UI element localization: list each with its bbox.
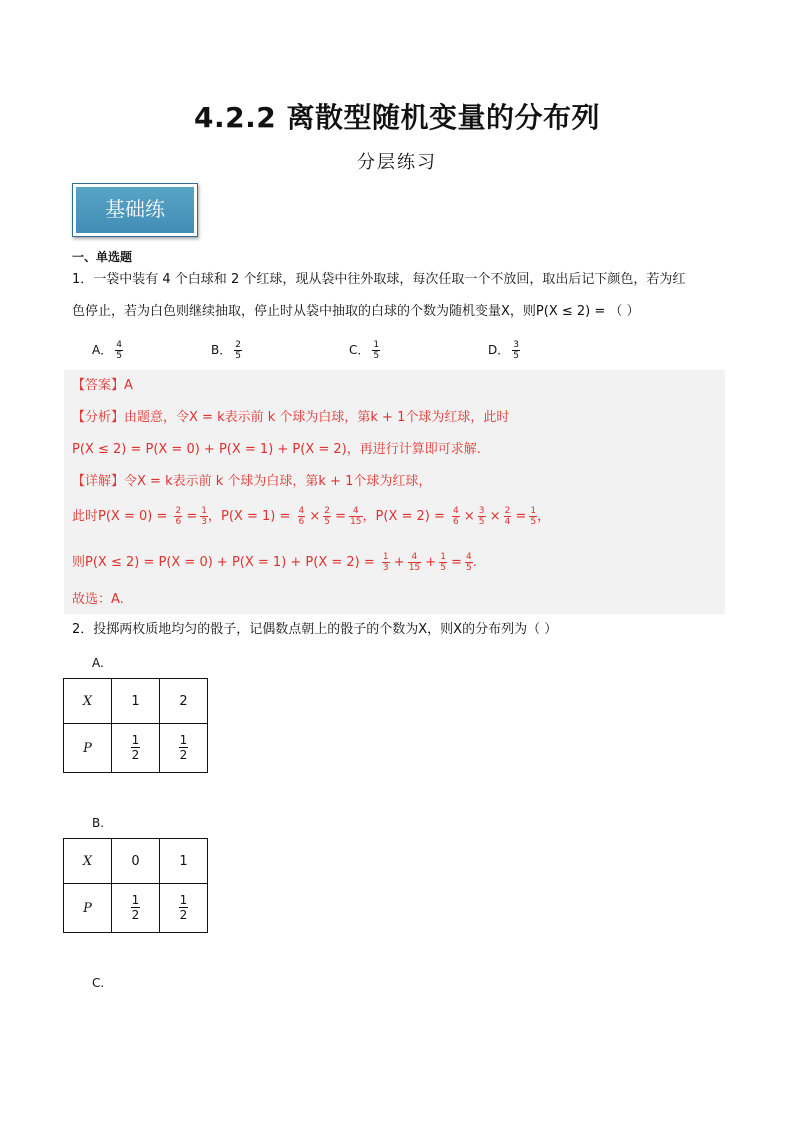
page-subtitle: 分层练习 xyxy=(357,152,437,173)
section-heading: 一、单选题 xyxy=(72,250,133,264)
table-cell: $\frac{1}{2}$ xyxy=(112,884,160,933)
table-header-p: P xyxy=(64,724,112,773)
q2-option-a-label[interactable]: A. xyxy=(92,656,104,670)
level-badge: 基础练 xyxy=(72,183,198,237)
page-title: 4.2.2 离散型随机变量的分布列 xyxy=(194,101,600,134)
table-cell: $\frac{1}{2}$ xyxy=(112,724,160,773)
analysis-line-2: P(X ≤ 2) = P(X = 0) + P(X = 1) + P(X = 2)，再进行计算即可求解. xyxy=(72,442,481,457)
question-1-line-1: 1．一袋中装有 4 个白球和 2 个红球，现从袋中往外取球，每次任取一个不放回，取出后记下颜色，若为红 xyxy=(72,272,686,287)
table-cell: 1 xyxy=(160,839,208,884)
table-cell: 2 xyxy=(160,679,208,724)
table-cell: $\frac{1}{2}$ xyxy=(160,884,208,933)
option-label: B． xyxy=(211,343,232,357)
question-1-line-2: 色停止，若为白色则继续抽取，停止时从袋中抽取的白球的个数为随机变量X，则P(X ≤ 2) = （ ） xyxy=(72,304,640,319)
option-fraction: $\frac{3}{5}$ xyxy=(513,340,519,361)
question-2-text: 2．投掷两枚质地均匀的骰子，记偶数点朝上的骰子的个数为X，则X的分布列为（ ） xyxy=(72,622,558,637)
detail-line-2: 此时P(X = 0) = $\frac{2}{6}$ = $\frac{1}{3}$ ，P(X = 1) = $\frac{4}{6}$ × $\frac{2}{5}$ = $\frac{4}{15}$ ，P(X = 2) = $\frac{4}{6}$ × $\frac{3}{5}$ × $\frac{2}{4}$ = $\frac{1}{5}$ ， xyxy=(72,506,551,527)
option-fraction: $\frac{4}{5}$ xyxy=(116,340,122,361)
analysis-line-1: 【分析】由题意，令X = k表示前 k 个球为白球，第k + 1个球为红球，此时 xyxy=(72,410,510,425)
q2-option-b-table xyxy=(63,838,208,933)
detail-line-1: 【详解】令X = k表示前 k 个球为白球，第k + 1个球为红球， xyxy=(72,474,432,489)
answer-line: 【答案】A xyxy=(72,378,133,393)
q1-option-b[interactable] xyxy=(211,340,242,361)
solution-panel xyxy=(64,370,725,614)
option-label: A． xyxy=(92,343,113,357)
detail-line-3: 则P(X ≤ 2) = P(X = 0) + P(X = 1) + P(X = 2) = $\frac{1}{3}$ + $\frac{4}{15}$ + $\frac{1}{5}$ = $\frac{4}{5}$ . xyxy=(72,552,477,573)
table-cell: 0 xyxy=(112,839,160,884)
q2-option-b-label[interactable]: B. xyxy=(92,816,105,830)
q1-option-d[interactable] xyxy=(488,340,520,361)
option-label: D． xyxy=(488,343,510,357)
option-fraction: $\frac{2}{5}$ xyxy=(235,340,241,361)
table-header-p: P xyxy=(64,884,112,933)
q1-option-c[interactable] xyxy=(349,340,380,361)
q2-option-a-table xyxy=(63,678,208,773)
option-fraction: $\frac{1}{5}$ xyxy=(373,340,380,361)
table-cell: 1 xyxy=(112,679,160,724)
option-label: C． xyxy=(349,343,370,357)
table-header-x: X xyxy=(64,839,112,884)
table-header-x: X xyxy=(64,679,112,724)
q1-option-a[interactable] xyxy=(92,340,123,361)
q2-option-c-label[interactable]: C. xyxy=(92,976,105,990)
table-cell: $\frac{1}{2}$ xyxy=(160,724,208,773)
conclusion-line: 故选：A. xyxy=(72,592,124,607)
